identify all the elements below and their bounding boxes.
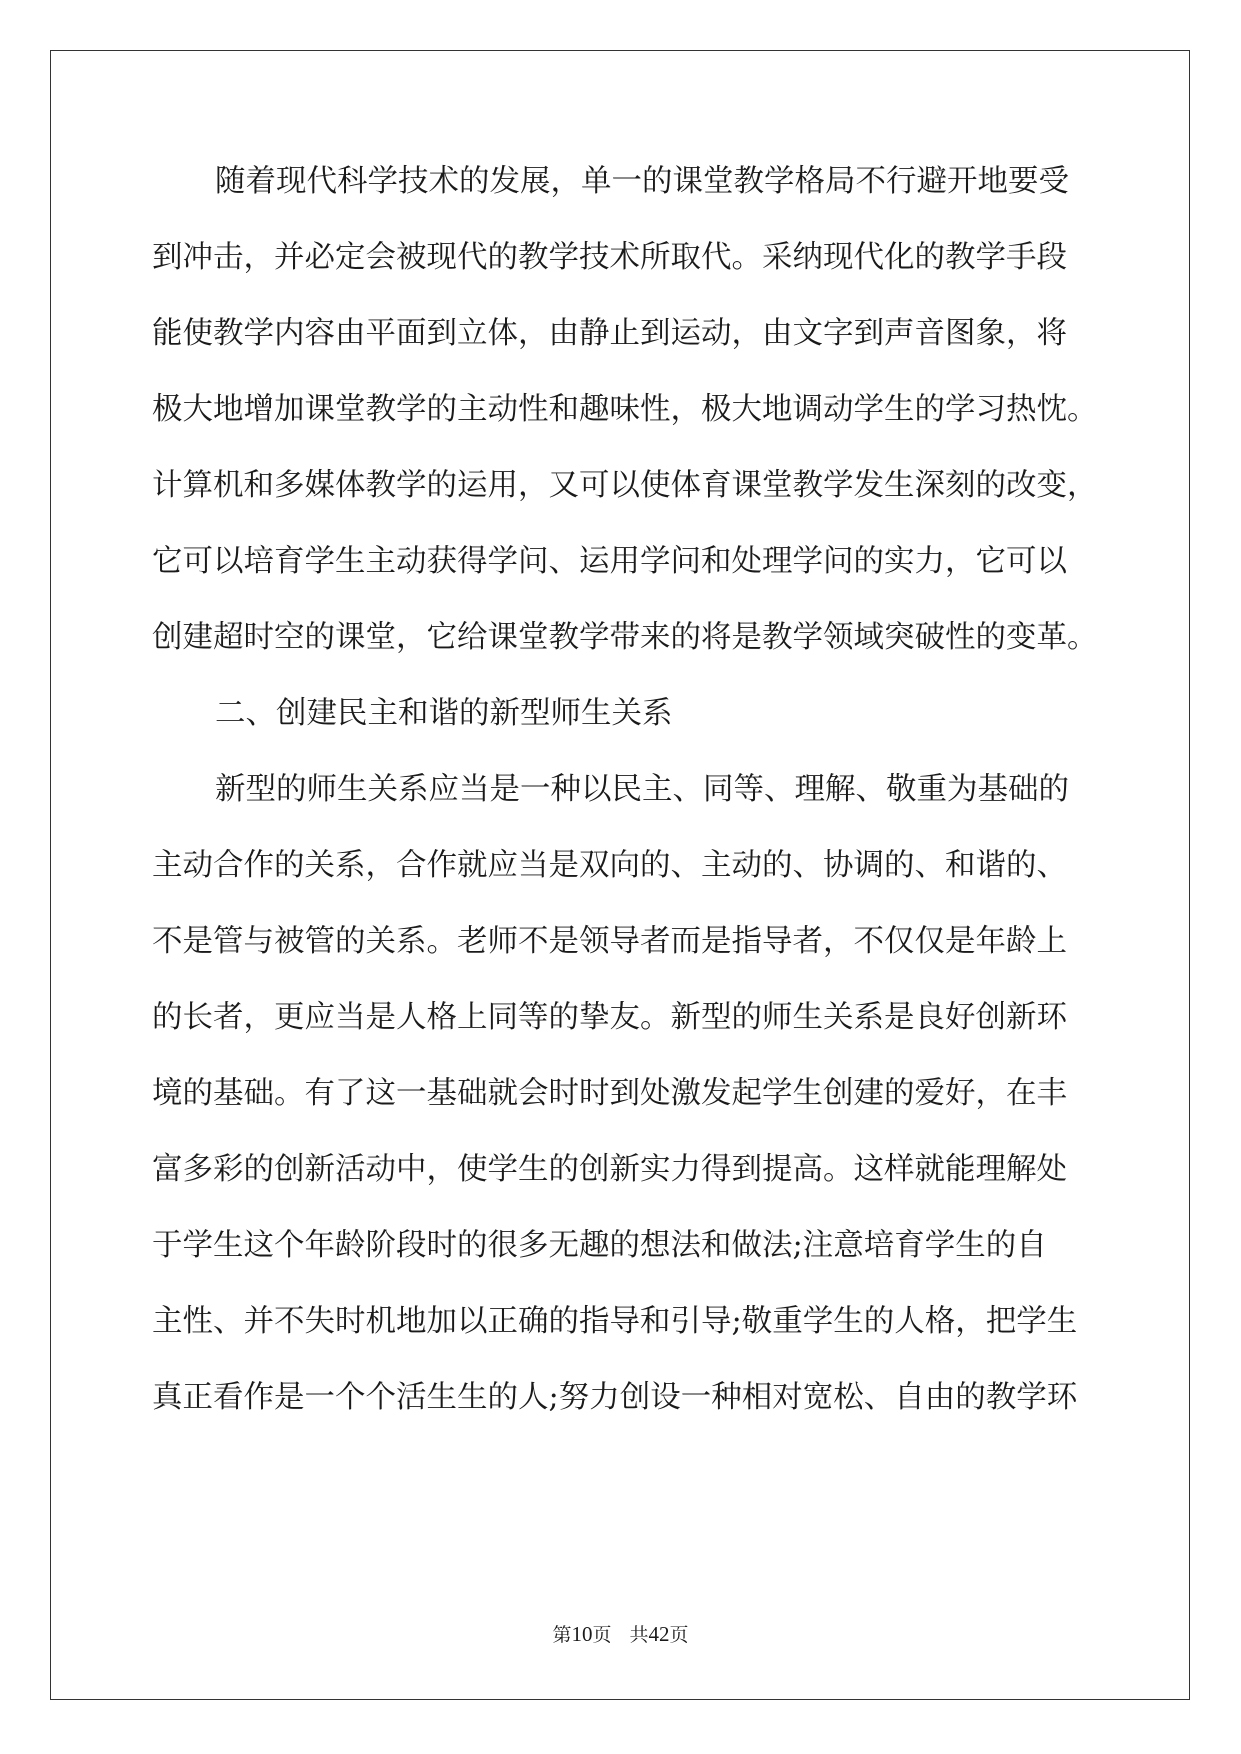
paragraph-2-line-6: 富多彩的创新活动中，使学生的创新实力得到提高。这样就能理解处 [152, 1152, 1067, 1187]
total-suffix: 页 [669, 1624, 689, 1646]
page-prefix: 第 [552, 1624, 572, 1646]
paragraph-1-line-4: 极大地增加课堂教学的主动性和趣味性，极大地调动学生的学习热忱。 [152, 392, 1098, 427]
paragraph-2-line-7: 于学生这个年龄阶段时的很多无趣的想法和做法;注意培育学生的自 [152, 1228, 1047, 1263]
page-suffix: 页 [592, 1624, 612, 1646]
section-heading: 二、创建民主和谐的新型师生关系 [215, 696, 673, 731]
paragraph-2-line-4: 的长者，更应当是人格上同等的挚友。新型的师生关系是良好创新环 [152, 1000, 1067, 1035]
paragraph-1-line-5: 计算机和多媒体教学的运用，又可以使体育课堂教学发生深刻的改变， [152, 468, 1098, 503]
paragraph-2-line-5: 境的基础。有了这一基础就会时时到处激发起学生创建的爱好，在丰 [152, 1076, 1067, 1111]
paragraph-2-line-1: 新型的师生关系应当是一种以民主、同等、理解、敬重为基础的 [215, 772, 1069, 807]
paragraph-2-line-9: 真正看作是一个个活生生的人;努力创设一种相对宽松、自由的教学环 [152, 1380, 1078, 1415]
paragraph-1-line-2: 到冲击，并必定会被现代的教学技术所取代。采纳现代化的教学手段 [152, 240, 1067, 275]
paragraph-2-line-2: 主动合作的关系，合作就应当是双向的、主动的、协调的、和谐的、 [152, 848, 1067, 883]
paragraph-1-line-3: 能使教学内容由平面到立体，由静止到运动，由文字到声音图象，将 [152, 316, 1067, 351]
current-page-number: 10 [571, 1622, 593, 1646]
paragraph-1-line-7: 创建超时空的课堂，它给课堂教学带来的将是教学领域突破性的变革。 [152, 620, 1098, 655]
total-prefix: 共 [629, 1624, 649, 1646]
paragraph-2-line-3: 不是管与被管的关系。老师不是领导者而是指导者，不仅仅是年龄上 [152, 924, 1067, 959]
paragraph-1-line-1: 随着现代科学技术的发展，单一的课堂教学格局不行避开地要受 [215, 164, 1069, 199]
page-footer [0, 1622, 1241, 1647]
paragraph-2-line-8: 主性、并不失时机地加以正确的指导和引导;敬重学生的人格，把学生 [152, 1304, 1078, 1339]
paragraph-1-line-6: 它可以培育学生主动获得学问、运用学问和处理学问的实力，它可以 [152, 544, 1067, 579]
total-pages-number: 42 [648, 1622, 670, 1646]
